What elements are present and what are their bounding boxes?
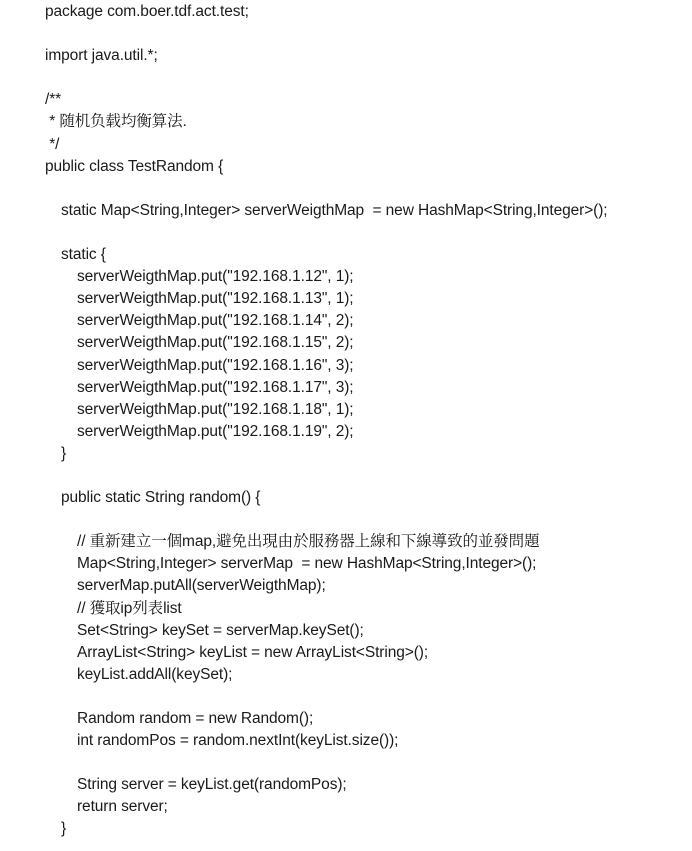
code-line: serverWeigthMap.put("192.168.1.14", 2); bbox=[77, 312, 354, 330]
code-line: serverWeigthMap.put("192.168.1.16", 3); bbox=[77, 356, 354, 374]
code-line: serverMap.putAll(serverWeigthMap); bbox=[77, 577, 326, 595]
code-line: // 獲取ip列表list bbox=[77, 599, 182, 617]
code-listing bbox=[45, 0, 685, 841]
code-line: serverWeigthMap.put("192.168.1.17", 3); bbox=[77, 378, 354, 396]
code-line bbox=[45, 509, 685, 531]
code-line: public static String random() { bbox=[61, 489, 261, 507]
code-line: // 重新建立一個map,避免出現由於服務器上線和下線導致的並發問題 bbox=[77, 533, 540, 551]
code-line: serverWeigthMap.put("192.168.1.12", 1); bbox=[77, 268, 354, 286]
code-line: String server = keyList.get(randomPos); bbox=[77, 776, 347, 794]
code-line bbox=[45, 686, 685, 708]
code-line: serverWeigthMap.put("192.168.1.19", 2); bbox=[77, 422, 354, 440]
code-line: */ bbox=[45, 135, 60, 153]
code-line bbox=[45, 178, 685, 200]
code-line: return server; bbox=[77, 798, 168, 816]
code-line: static Map<String,Integer> serverWeigthMap = new HashMap<String,Integer>(); bbox=[61, 201, 608, 219]
code-line: * 随机负载均衡算法. bbox=[45, 113, 187, 131]
code-line bbox=[45, 465, 685, 487]
code-line bbox=[45, 222, 685, 244]
code-line: serverWeigthMap.put("192.168.1.18", 1); bbox=[77, 400, 354, 418]
code-line: package com.boer.tdf.act.test; bbox=[45, 3, 249, 20]
code-line: Set<String> keySet = serverMap.keySet(); bbox=[77, 621, 364, 639]
code-line bbox=[45, 752, 685, 774]
code-line: int randomPos = random.nextInt(keyList.size()); bbox=[77, 732, 399, 750]
code-line: } bbox=[61, 444, 67, 462]
code-line bbox=[45, 23, 685, 45]
code-line: ArrayList<String> keyList = new ArrayList<String>(); bbox=[77, 643, 429, 661]
code-line: serverWeigthMap.put("192.168.1.13", 1); bbox=[77, 290, 354, 308]
code-line: Map<String,Integer> serverMap = new HashMap<String,Integer>(); bbox=[77, 555, 537, 573]
code-line: keyList.addAll(keySet); bbox=[77, 665, 233, 683]
code-line bbox=[45, 67, 685, 89]
code-line: } bbox=[61, 820, 67, 838]
code-line: /** bbox=[45, 91, 62, 109]
code-line: Random random = new Random(); bbox=[77, 710, 314, 727]
code-line: static { bbox=[61, 246, 106, 264]
code-line: public class TestRandom { bbox=[45, 157, 224, 175]
code-line: serverWeigthMap.put("192.168.1.15", 2); bbox=[77, 334, 354, 352]
code-line: import java.util.*; bbox=[45, 47, 158, 65]
